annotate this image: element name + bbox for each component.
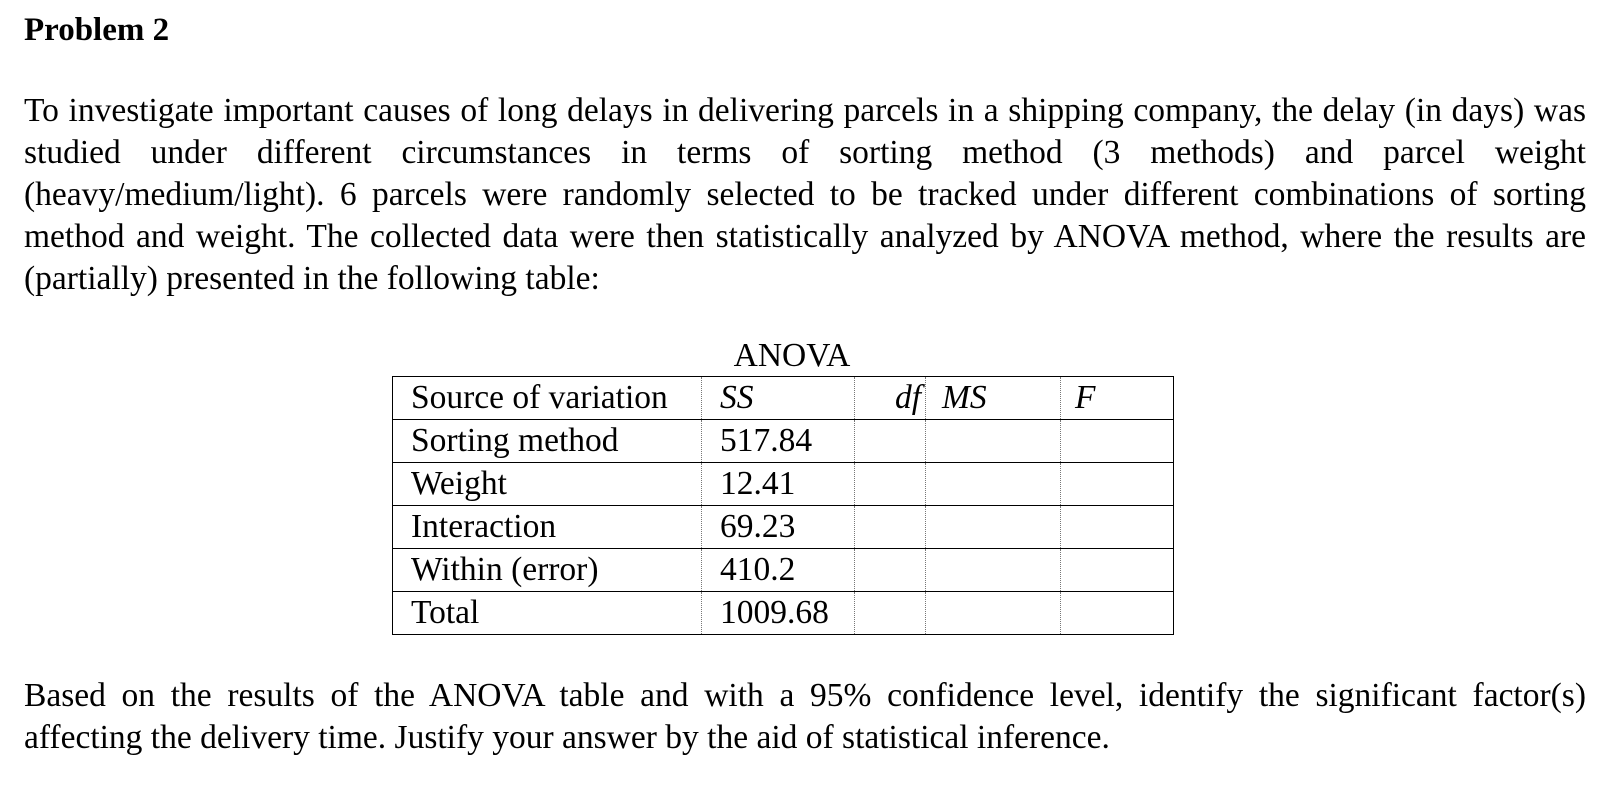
row-f xyxy=(1061,592,1174,635)
table-caption xyxy=(392,336,1172,376)
row-f xyxy=(1061,549,1174,592)
row-ss: 1009.68 xyxy=(702,592,855,635)
table-header-row xyxy=(393,377,1174,420)
row-ss: 410.2 xyxy=(702,549,855,592)
problem-intro: To investigate important causes of long delays in delivering parcels in a shipping company, the delay (in days) was studied under different circumstances in terms of sorting method (3 methods) and parcel weight (heavy/medium/light). 6 parcels were randomly selected to be tracked under different combinations of sorting method and weight. The collected data were then statistically analyzed by ANOVA method, where the results are (partially) presented in the following table: xyxy=(24,92,1586,297)
header-ss: SS xyxy=(702,377,855,420)
header-source: Source of variation xyxy=(393,377,702,420)
row-df xyxy=(855,463,926,506)
row-df xyxy=(855,420,926,463)
row-ms xyxy=(926,420,1061,463)
row-ss: 12.41 xyxy=(702,463,855,506)
row-df xyxy=(855,549,926,592)
header-f: F xyxy=(1061,377,1174,420)
header-df: df xyxy=(855,377,926,420)
row-df xyxy=(855,506,926,549)
table-caption-text: ANOVA xyxy=(733,337,851,374)
row-source: Interaction xyxy=(393,506,702,549)
row-df xyxy=(855,592,926,635)
problem-title: Problem 2 xyxy=(24,12,170,48)
row-source: Sorting method xyxy=(393,420,702,463)
anova-table xyxy=(392,376,1174,635)
row-ms xyxy=(926,549,1061,592)
row-f xyxy=(1061,420,1174,463)
row-source: Within (error) xyxy=(393,549,702,592)
header-ms: MS xyxy=(926,377,1061,420)
row-ms xyxy=(926,463,1061,506)
row-ms xyxy=(926,592,1061,635)
table-row xyxy=(393,506,1174,549)
problem-question: Based on the results of the ANOVA table and with a 95% confidence level, identify the significant factor(s) affecting the delivery time. Justify your answer by the aid of statistical inference. xyxy=(24,677,1586,756)
table-row xyxy=(393,463,1174,506)
row-source: Weight xyxy=(393,463,702,506)
row-f xyxy=(1061,463,1174,506)
table-row xyxy=(393,420,1174,463)
row-ss: 69.23 xyxy=(702,506,855,549)
row-ss: 517.84 xyxy=(702,420,855,463)
table-row xyxy=(393,592,1174,635)
row-ms xyxy=(926,506,1061,549)
row-source: Total xyxy=(393,592,702,635)
table-row xyxy=(393,549,1174,592)
row-f xyxy=(1061,506,1174,549)
